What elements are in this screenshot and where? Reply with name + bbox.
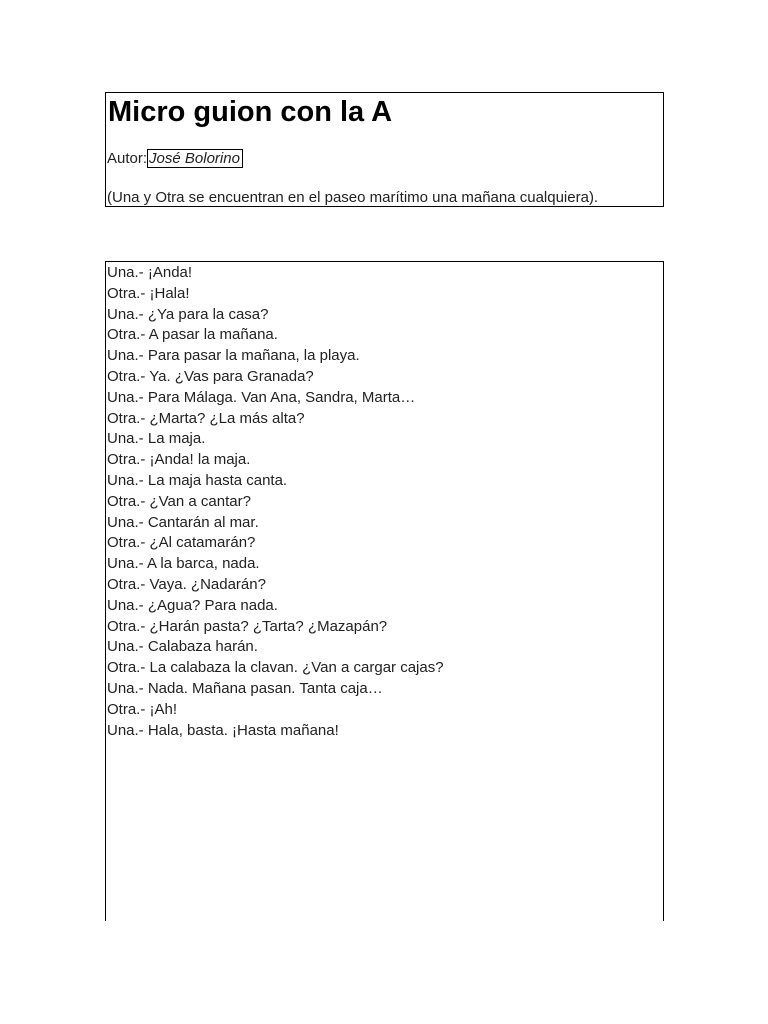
dialogue-line: Una.- La maja hasta canta. <box>107 471 288 489</box>
dialogue-line: Una.- Nada. Mañana pasan. Tanta caja… <box>107 679 383 697</box>
dialogue-box <box>105 261 664 921</box>
dialogue-line: Otra.- ¿Harán pasta? ¿Tarta? ¿Mazapán? <box>107 617 388 635</box>
author-line <box>107 149 243 169</box>
dialogue-line: Una.- Para pasar la mañana, la playa. <box>107 347 360 365</box>
dialogue-line: Una.- Hala, basta. ¡Hasta mañana! <box>107 721 339 739</box>
author-name: José Bolorino <box>147 149 243 168</box>
header-box <box>105 92 664 207</box>
dialogue-line: Una.- A la barca, nada. <box>107 555 260 573</box>
dialogue-line: Otra.- La calabaza la clavan. ¿Van a cargar cajas? <box>107 659 444 677</box>
dialogue-line: Una.- Cantarán al mar. <box>107 513 259 531</box>
dialogue-line: Otra.- ¡Anda! la maja. <box>107 451 251 469</box>
dialogue-line: Una.- La maja. <box>107 430 206 448</box>
dialogue-list <box>107 263 444 741</box>
dialogue-line: Otra.- ¿Van a cantar? <box>107 492 251 510</box>
dialogue-line: Otra.- A pasar la mañana. <box>107 326 278 344</box>
dialogue-line: Otra.- ¡Ah! <box>107 700 178 718</box>
dialogue-line: Otra.- Vaya. ¿Nadarán? <box>107 575 266 593</box>
dialogue-line: Una.- ¿Agua? Para nada. <box>107 596 278 614</box>
dialogue-line: Una.- Para Málaga. Van Ana, Sandra, Marta… <box>107 388 416 406</box>
dialogue-line: Una.- ¡Anda! <box>107 264 193 281</box>
synopsis: (Una y Otra se encuentran en el paseo marítimo una mañana cualquiera). <box>107 189 599 206</box>
dialogue-line: Una.- ¿Ya para la casa? <box>107 305 269 323</box>
dialogue-line: Una.- Calabaza harán. <box>107 638 258 656</box>
document-title: Micro guion con la A <box>108 96 393 128</box>
dialogue-line: Otra.- ¡Hala! <box>107 284 190 302</box>
author-label: Autor: <box>107 150 148 167</box>
dialogue-line: Otra.- ¿Marta? ¿La más alta? <box>107 409 305 427</box>
dialogue-line: Otra.- ¿Al catamarán? <box>107 534 256 552</box>
dialogue-line: Otra.- Ya. ¿Vas para Granada? <box>107 367 314 385</box>
